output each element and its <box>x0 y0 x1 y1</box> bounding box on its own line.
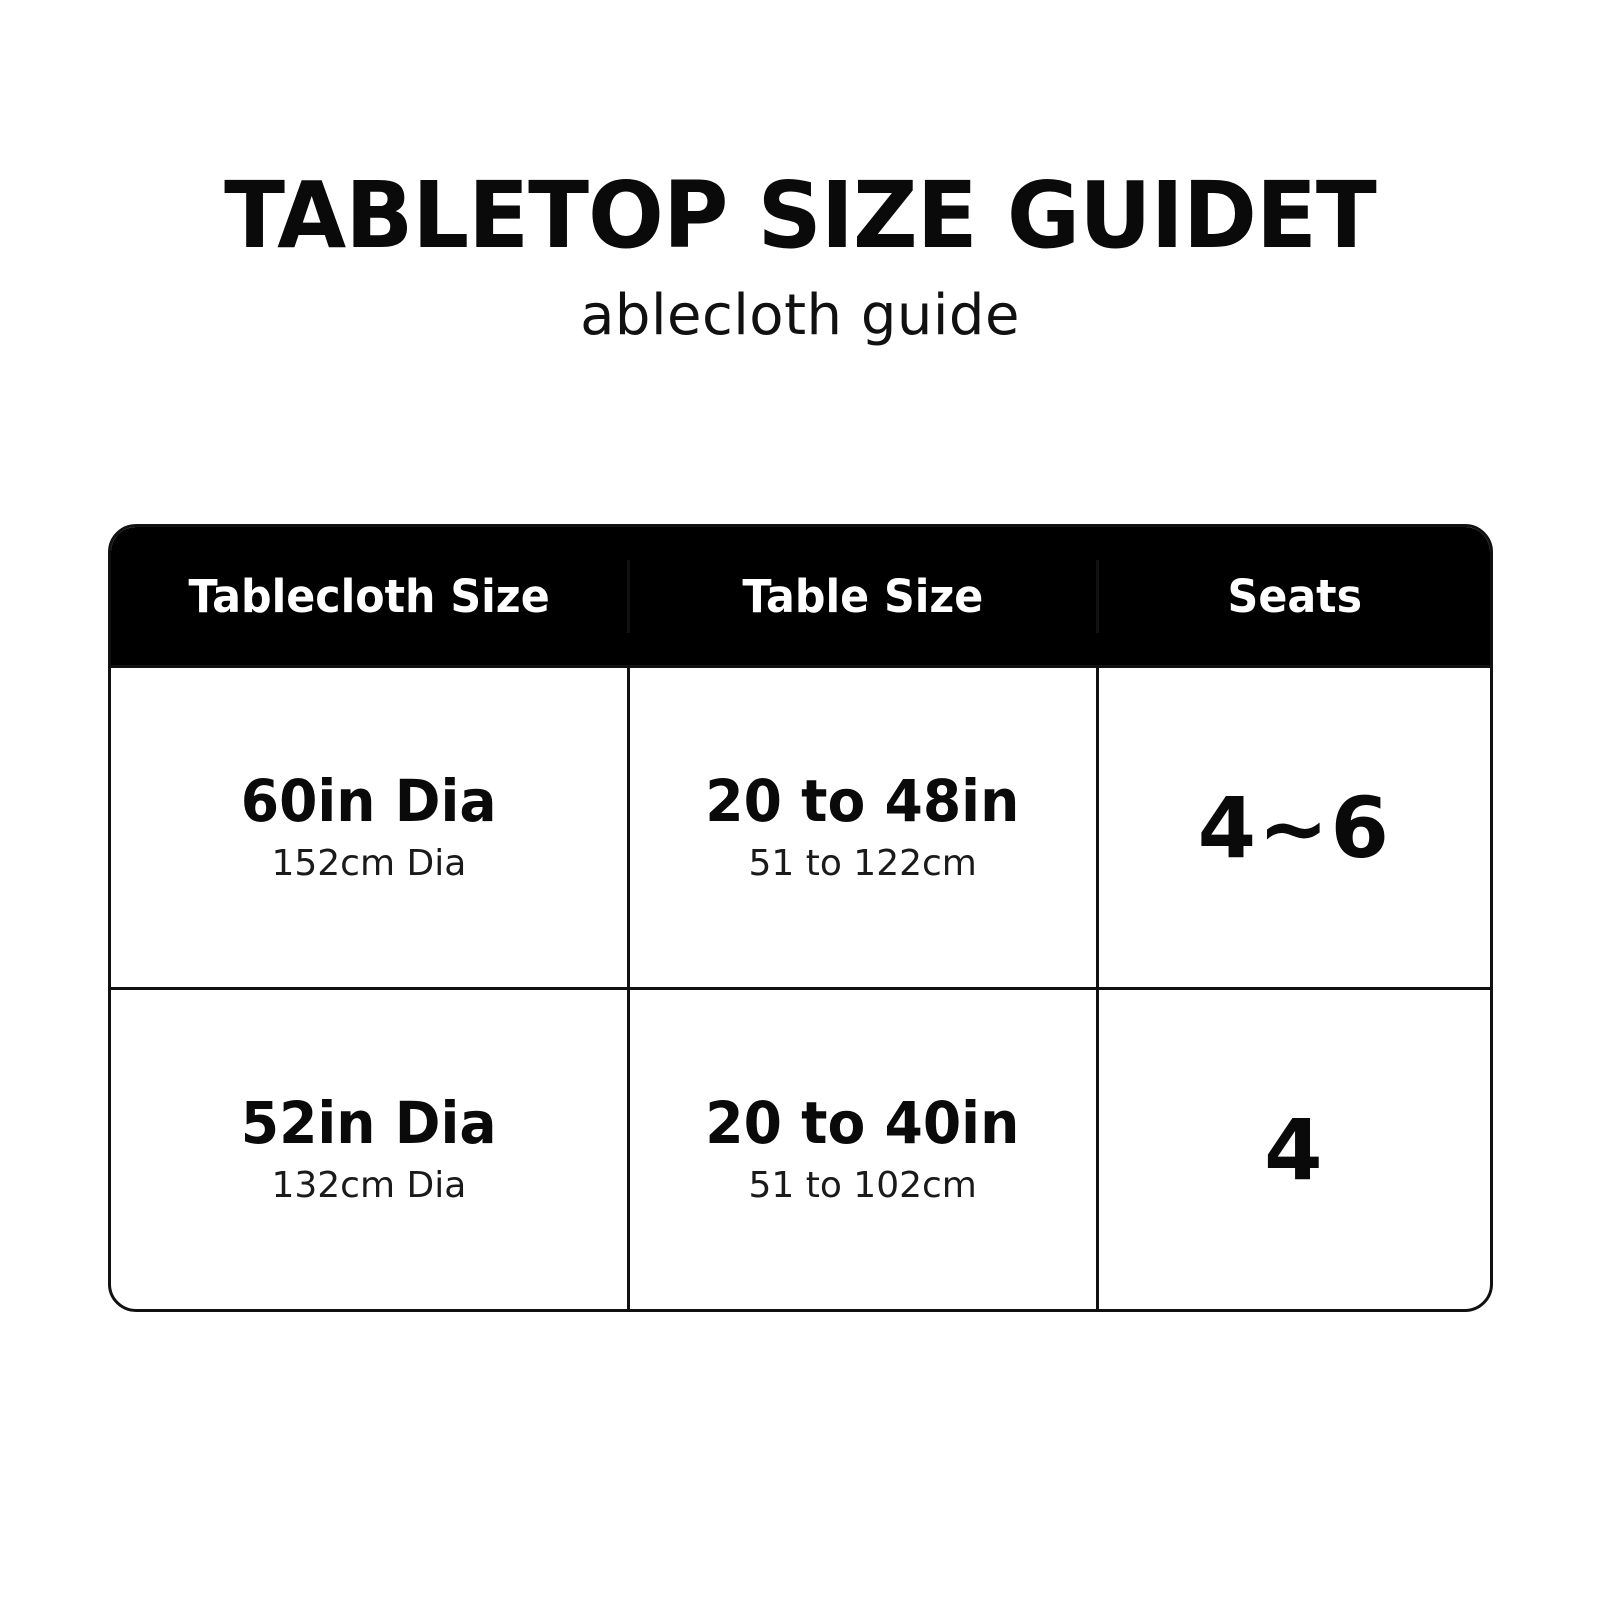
table-size-inches: 20 to 40in <box>705 1089 1020 1158</box>
cell-table-size <box>627 990 1096 1309</box>
size-guide-table <box>108 524 1493 1312</box>
page-subtitle: ablecloth guide <box>580 283 1020 348</box>
cell-seats <box>1096 990 1490 1309</box>
table-row <box>111 665 1490 987</box>
column-header-label: Table Size <box>742 569 984 623</box>
column-header-label: Tablecloth Size <box>188 569 550 623</box>
page-title: TABLETOP SIZE GUIDET <box>224 162 1376 269</box>
cell-tablecloth-size <box>111 668 627 987</box>
seats-value: 4~6 <box>1197 778 1391 877</box>
tablecloth-size-cm: 132cm Dia <box>271 1165 467 1207</box>
page-header <box>0 0 1600 348</box>
seats-value: 4 <box>1264 1100 1325 1199</box>
table-row <box>111 987 1490 1309</box>
tablecloth-size-inches: 60in Dia <box>240 767 497 836</box>
table-header-row <box>111 527 1490 665</box>
table-size-inches: 20 to 48in <box>705 767 1020 836</box>
cell-tablecloth-size <box>111 990 627 1309</box>
table-header-cell-tablecloth-size <box>111 560 627 633</box>
cell-table-size <box>627 668 1096 987</box>
table-size-cm: 51 to 102cm <box>748 1165 977 1207</box>
table-header-cell-seats <box>1096 560 1490 633</box>
tablecloth-size-cm: 152cm Dia <box>271 843 467 885</box>
tablecloth-size-inches: 52in Dia <box>240 1089 497 1158</box>
cell-seats <box>1096 668 1490 987</box>
table-header-cell-table-size <box>627 560 1096 633</box>
size-guide-table-wrapper <box>108 524 1493 1312</box>
column-header-label: Seats <box>1227 569 1362 623</box>
table-size-cm: 51 to 122cm <box>748 843 977 885</box>
